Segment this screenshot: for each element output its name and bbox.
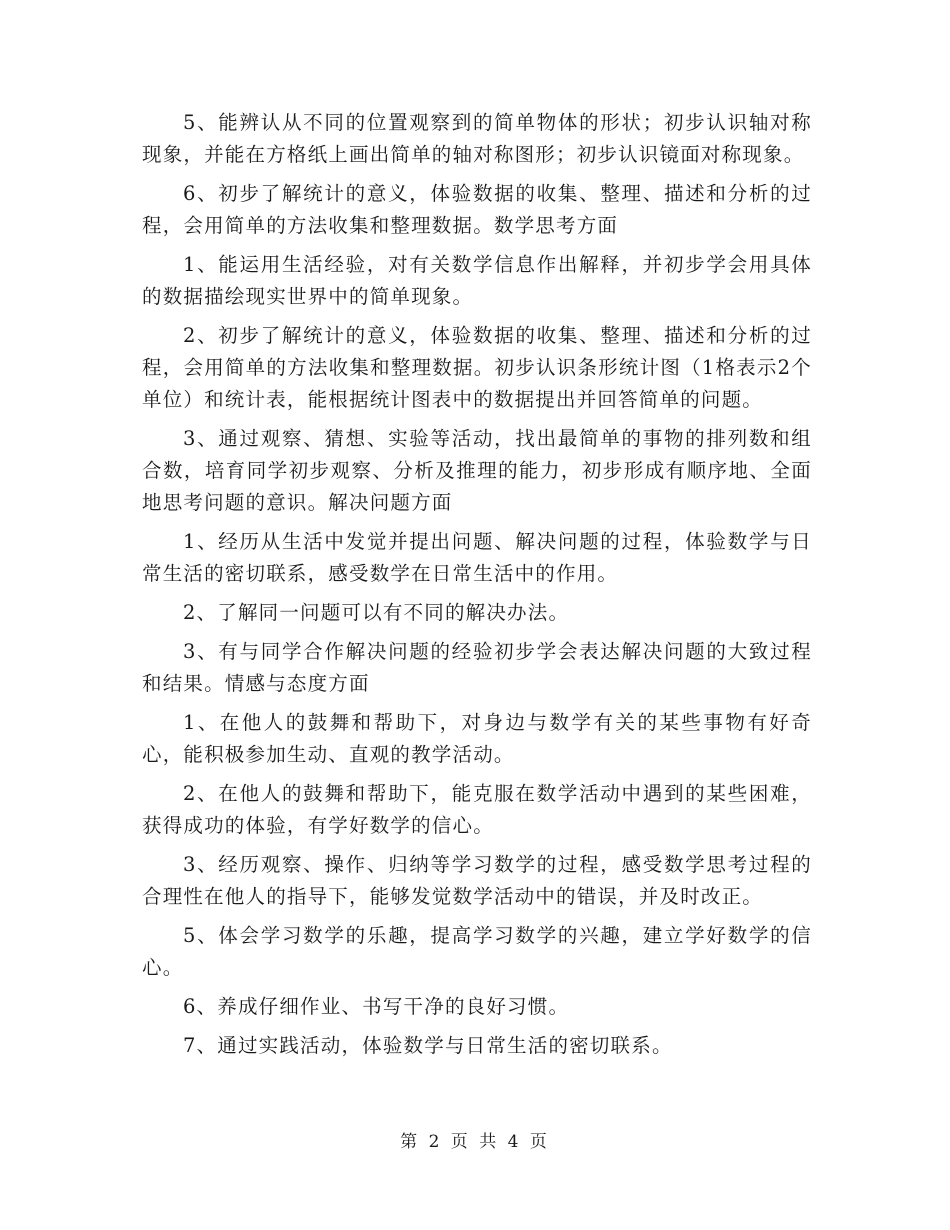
document-body bbox=[142, 107, 812, 1069]
paragraph: 6、初步了解统计的意义，体验数据的收集、整理、描述和分析的过程，会用简单的方法收集和整理数据。数学思考方面 bbox=[142, 182, 812, 237]
paragraph: 7、通过实践活动，体验数学与日常生活的密切联系。 bbox=[182, 1034, 673, 1057]
paragraph: 2、初步了解统计的意义，体验数据的收集、整理、描述和分析的过程，会用简单的方法收集和整理数据。初步认识条形统计图（1格表示2个单位）和统计表，能根据统计图表中的数据提出并回答简单的问题。 bbox=[142, 324, 812, 411]
paragraph: 6、养成仔细作业、书写干净的良好习惯。 bbox=[182, 995, 570, 1018]
paragraph: 1、经历从生活中发觉并提出问题、解决问题的过程，体验数学与日常生活的密切联系，感受数学在日常生活中的作用。 bbox=[142, 530, 812, 585]
paragraph: 3、有与同学合作解决问题的经验初步学会表达解决问题的大致过程和结果。情感与态度方面 bbox=[142, 640, 812, 695]
paragraph: 3、经历观察、操作、归纳等学习数学的过程，感受数学思考过程的合理性在他人的指导下，能够发觉数学活动中的错误，并及时改正。 bbox=[142, 853, 812, 908]
page-number-footer: 第 2 页 共 4 页 bbox=[400, 1132, 550, 1152]
paragraph: 2、在他人的鼓舞和帮助下，能克服在数学活动中遇到的某些困难，获得成功的体验，有学好数学的信心。 bbox=[142, 782, 812, 837]
paragraph: 5、能辨认从不同的位置观察到的简单物体的形状；初步认识轴对称现象，并能在方格纸上画出简单的轴对称图形；初步认识镜面对称现象。 bbox=[142, 111, 812, 166]
paragraph: 3、通过观察、猜想、实验等活动，找出最简单的事物的排列数和组合数，培育同学初步观察、分析及推理的能力，初步形成有顺序地、全面地思考问题的意识。解决问题方面 bbox=[142, 427, 812, 514]
paragraph: 2、了解同一问题可以有不同的解决办法。 bbox=[182, 601, 570, 624]
paragraph: 1、在他人的鼓舞和帮助下，对身边与数学有关的某些事物有好奇心，能积极参加生动、直观的教学活动。 bbox=[142, 711, 812, 766]
paragraph: 5、体会学习数学的乐趣，提高学习数学的兴趣，建立学好数学的信心。 bbox=[142, 924, 812, 979]
paragraph: 1、能运用生活经验，对有关数学信息作出解释，并初步学会用具体的数据描绘现实世界中的简单现象。 bbox=[142, 253, 812, 308]
